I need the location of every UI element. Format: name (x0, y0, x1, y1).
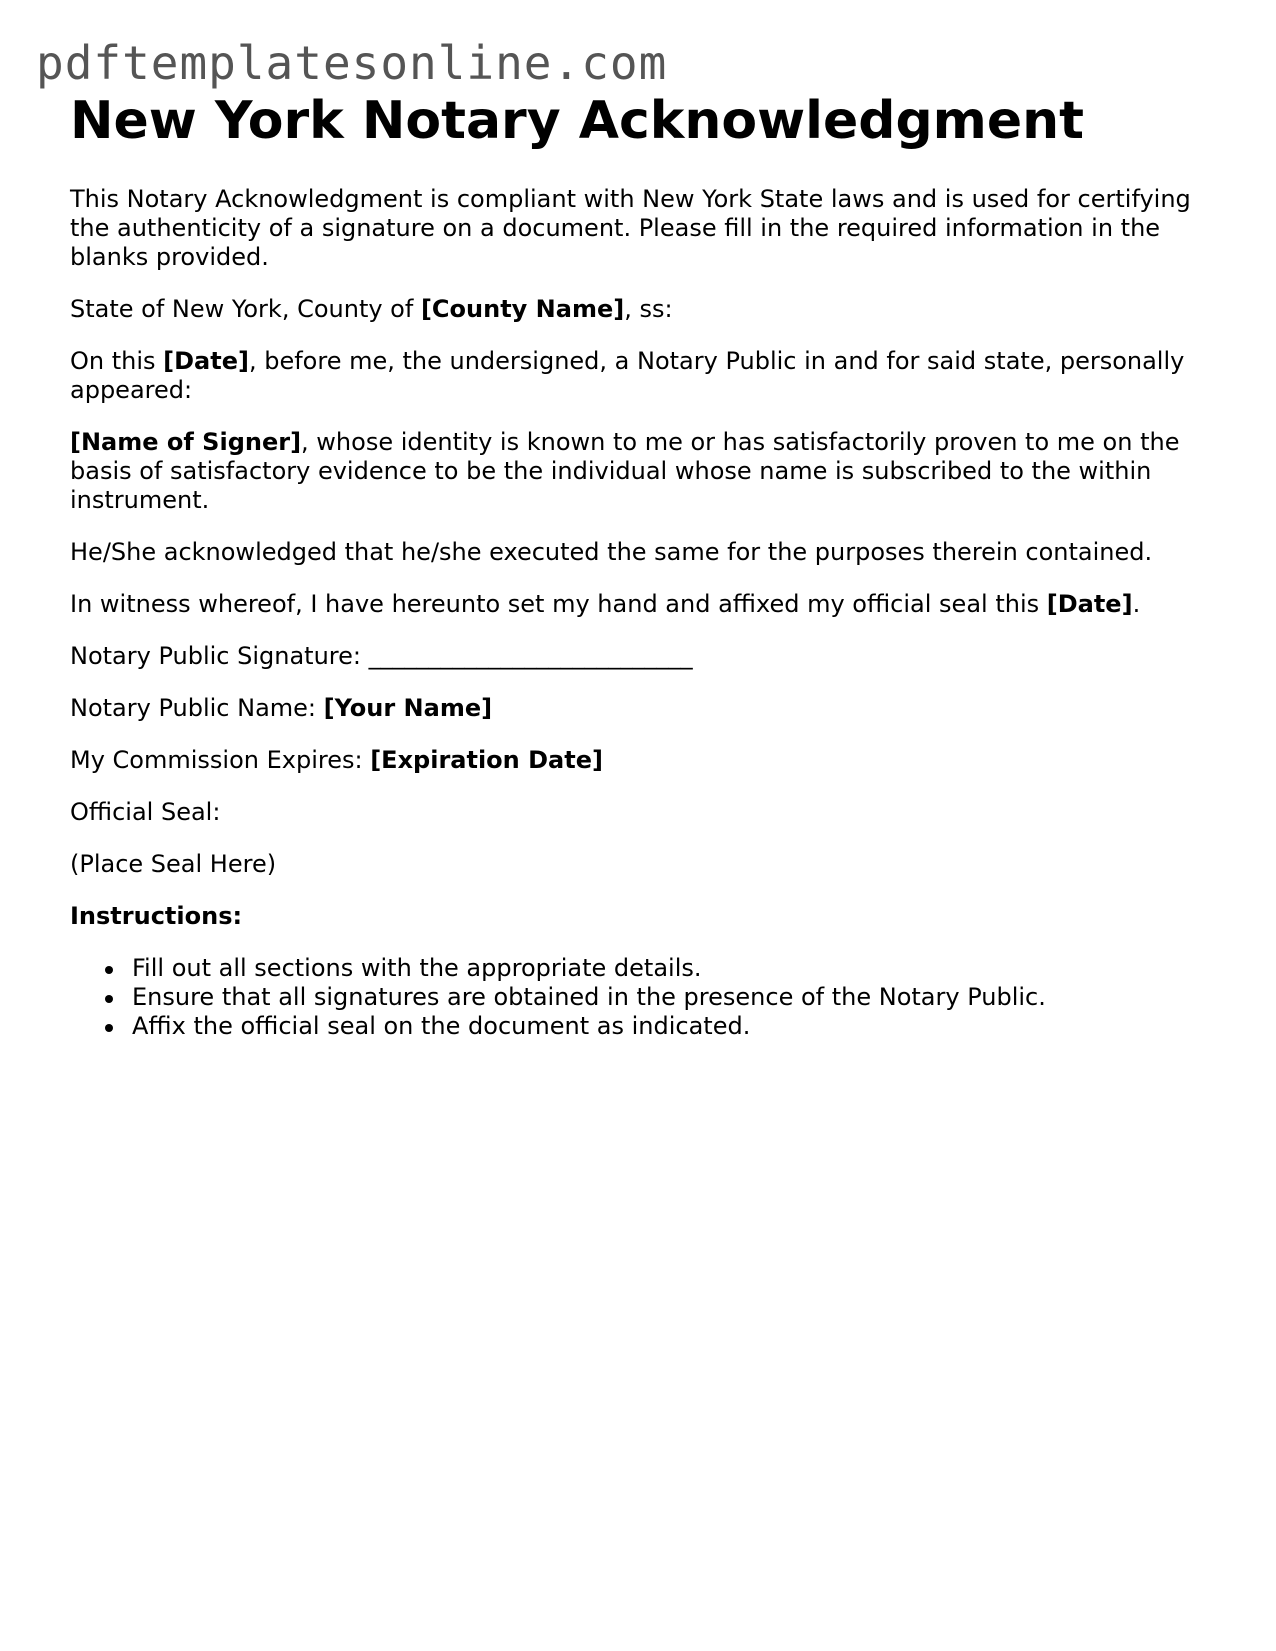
signature-label: Notary Public Signature: (70, 642, 369, 670)
witness-prefix: In witness whereof, I have hereunto set my hand and affixed my official seal this (70, 590, 1047, 618)
signer-name-placeholder: [Name of Signer] (70, 428, 302, 456)
appearance-suffix: , before me, the undersigned, a Notary Public in and for said state, personally appeared: (70, 347, 1185, 404)
signer-paragraph (70, 428, 1220, 515)
list-item (70, 1012, 1220, 1041)
notary-name-line (70, 694, 1220, 723)
witness-date-placeholder: [Date] (1046, 590, 1133, 618)
bullet-icon (105, 1024, 113, 1032)
appearance-date-placeholder: [Date] (163, 347, 249, 375)
signer-text: , whose identity is known to me or has satisfactorily proven to me on the basis of satisfactory evidence to be the individual whose name is subscribed to the within instrument. (70, 428, 1180, 514)
bullet-icon (105, 966, 113, 974)
commission-label: My Commission Expires: (70, 746, 371, 774)
instructions-heading (70, 902, 1220, 931)
venue-line (70, 295, 1220, 324)
list-item-text: Ensure that all signatures are obtained in the presence of the Notary Public. (132, 983, 1046, 1011)
list-item (70, 954, 1220, 983)
appearance-prefix: On this (70, 347, 164, 375)
witness-suffix: . (1132, 590, 1141, 618)
bullet-icon (105, 995, 113, 1003)
instructions-list (70, 954, 1220, 1041)
list-item-text: Affix the official seal on the document as indicated. (132, 1012, 751, 1040)
venue-suffix: , ss: (624, 295, 673, 323)
seal-label: Official Seal: (70, 798, 221, 826)
acknowledgment-paragraph: He/She acknowledged that he/she executed the same for the purposes therein contained. (70, 538, 1153, 566)
appearance-paragraph (70, 347, 1220, 405)
instructions-heading-text: Instructions: (70, 902, 243, 930)
venue-prefix: State of New York, County of (70, 295, 421, 323)
signature-blank: ___________________________ (368, 642, 693, 670)
signature-line (70, 642, 1220, 671)
witness-paragraph (70, 590, 1220, 619)
list-item (70, 983, 1220, 1012)
watermark: pdftemplatesonline.com (36, 36, 668, 90)
notary-name-label: Notary Public Name: (70, 694, 324, 722)
commission-placeholder: [Expiration Date] (370, 746, 603, 774)
intro-paragraph: This Notary Acknowledgment is compliant with New York State laws and is used for certifying the authenticity of a signature on a document. Please fill in the required information in the blanks provided. (70, 185, 1191, 271)
commission-line (70, 746, 1220, 775)
document-page (70, 90, 1220, 1041)
document-title: New York Notary Acknowledgment (70, 91, 1084, 151)
county-name-placeholder: [County Name] (420, 295, 625, 323)
seal-placeholder: (Place Seal Here) (70, 850, 277, 878)
notary-name-placeholder: [Your Name] (323, 694, 493, 722)
list-item-text: Fill out all sections with the appropriate details. (132, 954, 702, 982)
